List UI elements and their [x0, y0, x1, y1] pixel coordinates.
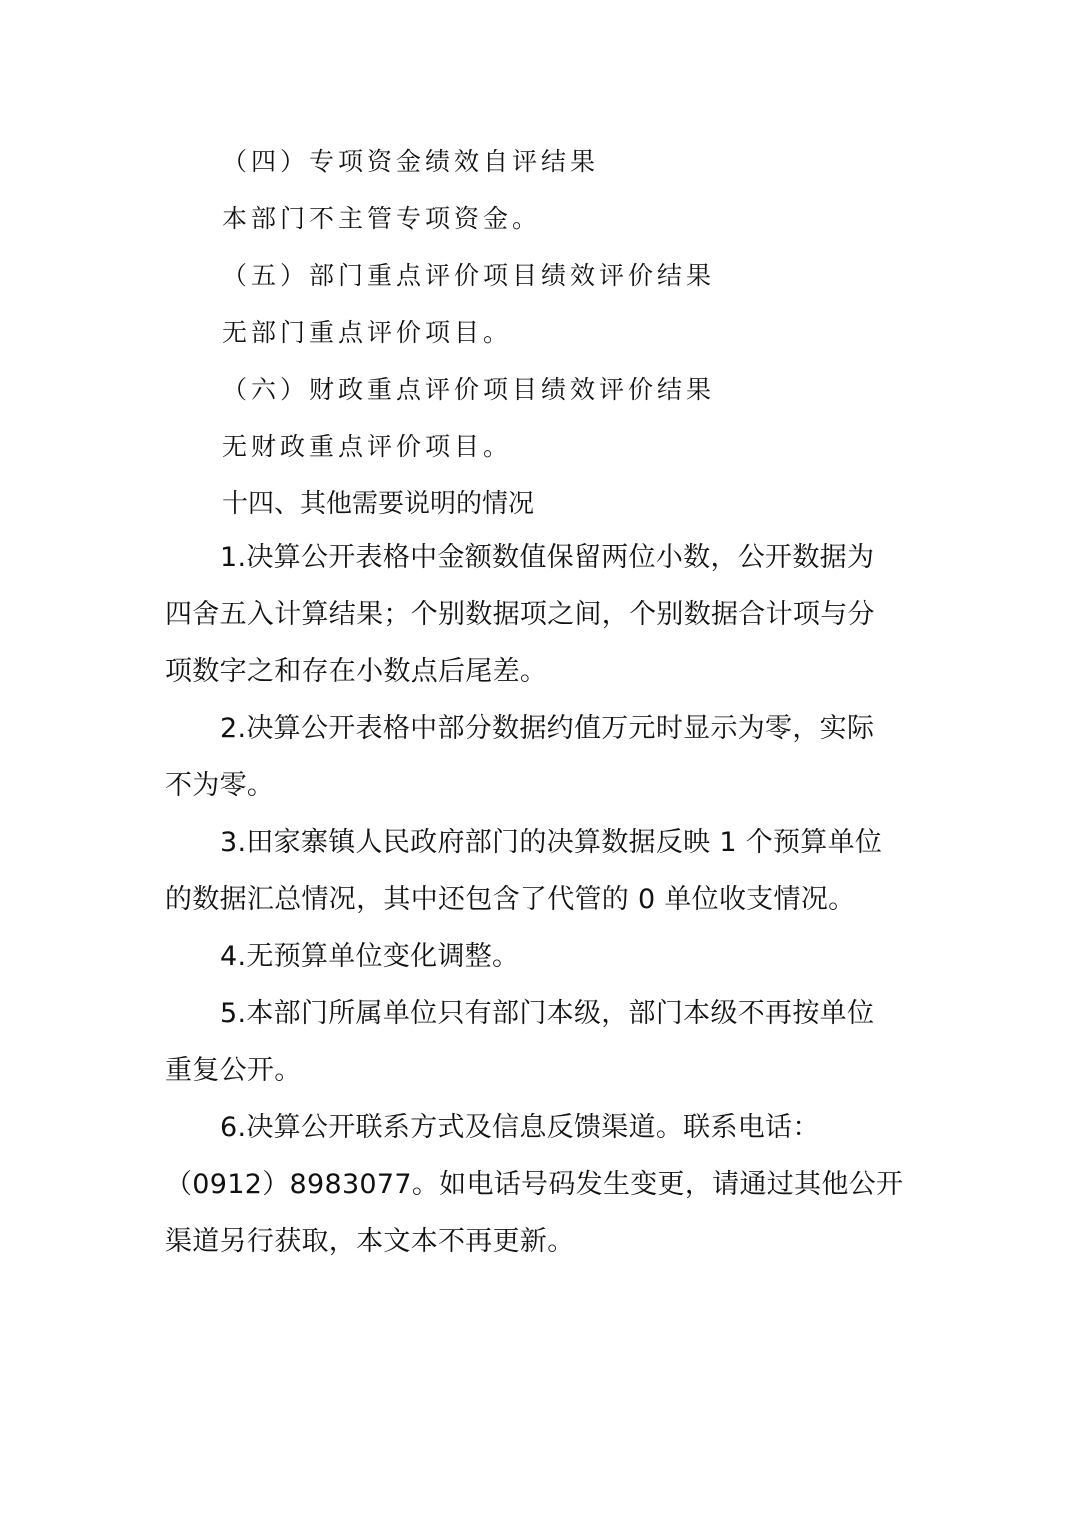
- section-4-title: （四）专项资金绩效自评结果: [222, 147, 600, 176]
- section-4-text: 本部门不主管专项资金。: [222, 204, 542, 233]
- paragraph-1-line-1: 1.决算公开表格中金额数值保留两位小数，公开数据为: [220, 542, 875, 573]
- section-6-title: （六）财政重点评价项目绩效评价结果: [222, 375, 716, 404]
- section-6-text: 无财政重点评价项目。: [222, 432, 513, 461]
- paragraph-3-line-1: 3.田家寨镇人民政府部门的决算数据反映 1 个预算单位: [220, 827, 883, 858]
- paragraph-6-line-3: 渠道另行获取，本文本不再更新。: [165, 1226, 575, 1257]
- paragraph-6-line-2: （0912）8983077。如电话号码发生变更，请通过其他公开: [165, 1169, 904, 1200]
- paragraph-1-line-3: 项数字之和存在小数点后尾差。: [165, 656, 548, 687]
- paragraph-6-line-1: 6.决算公开联系方式及信息反馈渠道。联系电话：: [220, 1112, 820, 1143]
- paragraph-1-line-2: 四舍五入计算结果；个别数据项之间，个别数据合计项与分: [165, 599, 875, 630]
- paragraph-5-line-2: 重复公开。: [165, 1055, 302, 1086]
- other-matters-heading: 十四、其他需要说明的情况: [222, 489, 535, 519]
- paragraph-5-line-1: 5.本部门所属单位只有部门本级，部门本级不再按单位: [220, 998, 875, 1029]
- paragraph-3-line-2: 的数据汇总情况，其中还包含了代管的 0 单位收支情况。: [165, 884, 856, 915]
- paragraph-2-line-2: 不为零。: [165, 770, 275, 801]
- paragraph-2-line-1: 2.决算公开表格中部分数据约值万元时显示为零，实际: [220, 713, 875, 744]
- section-5-title: （五）部门重点评价项目绩效评价结果: [222, 261, 716, 290]
- paragraph-4-line-1: 4.无预算单位变化调整。: [220, 941, 520, 972]
- section-5-text: 无部门重点评价项目。: [222, 318, 513, 347]
